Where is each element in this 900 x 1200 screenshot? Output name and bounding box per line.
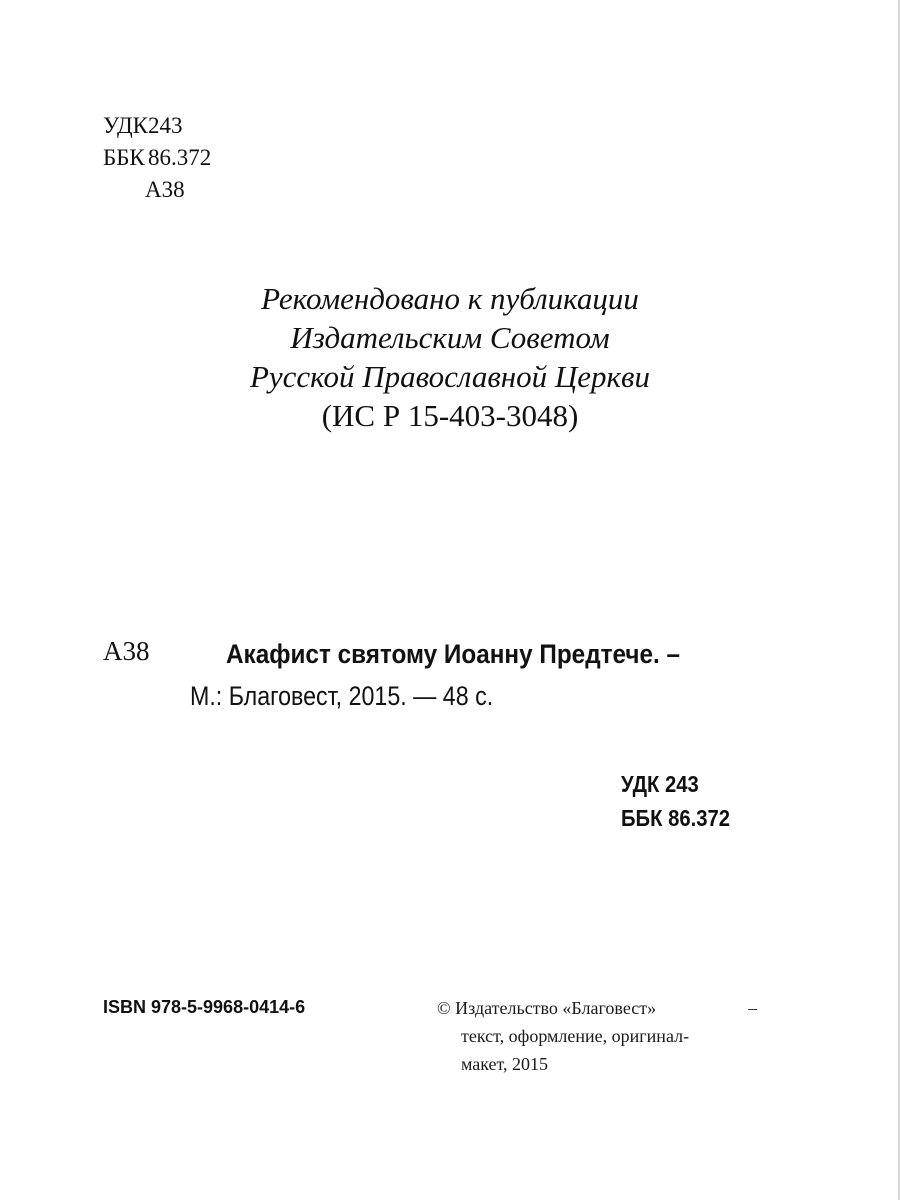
classification-block-top (103, 110, 211, 206)
udk-row (103, 110, 211, 142)
udk-bottom: УДК 243 (621, 771, 699, 797)
recommendation-block (0, 279, 900, 435)
copyright-publisher: © Издательство «Благовест» (437, 998, 657, 1018)
bbk-bottom: ББК 86.372 (621, 805, 730, 831)
copyright-dash: – (748, 998, 757, 1018)
book-title: Акафист святому Иоанну Предтече. – (226, 639, 681, 669)
author-sign-bibliographic: А38 (103, 636, 150, 666)
udk-label: УДК (103, 113, 148, 138)
copyright-line-3: макет, 2015 (461, 1054, 549, 1074)
isbn-number: ISBN 978-5-9968-0414-6 (103, 997, 306, 1017)
udk-value: 243 (148, 113, 183, 138)
author-sign-top: А38 (145, 177, 185, 202)
bbk-label: ББК (103, 145, 145, 170)
recommendation-line-2: Издательским Советом (290, 320, 610, 355)
recommendation-line-3: Русской Православной Церкви (249, 359, 651, 394)
copyright-line-1 (437, 994, 757, 1022)
recommendation-line-1: Рекомендовано к публикации (261, 281, 639, 316)
copyright-line-2: текст, оформление, оригинал- (461, 1026, 690, 1046)
bibliographic-record (190, 634, 735, 716)
author-sign-row (103, 174, 211, 206)
copyright-notice (437, 994, 757, 1078)
bbk-row (103, 142, 211, 174)
book-imprint: М.: Благовест, 2015. — 48 с. (190, 681, 494, 711)
publishing-council-code: (ИС Р 15-403-3048) (321, 398, 579, 433)
classification-block-bottom (621, 767, 745, 835)
bbk-value: 86.372 (148, 145, 212, 170)
